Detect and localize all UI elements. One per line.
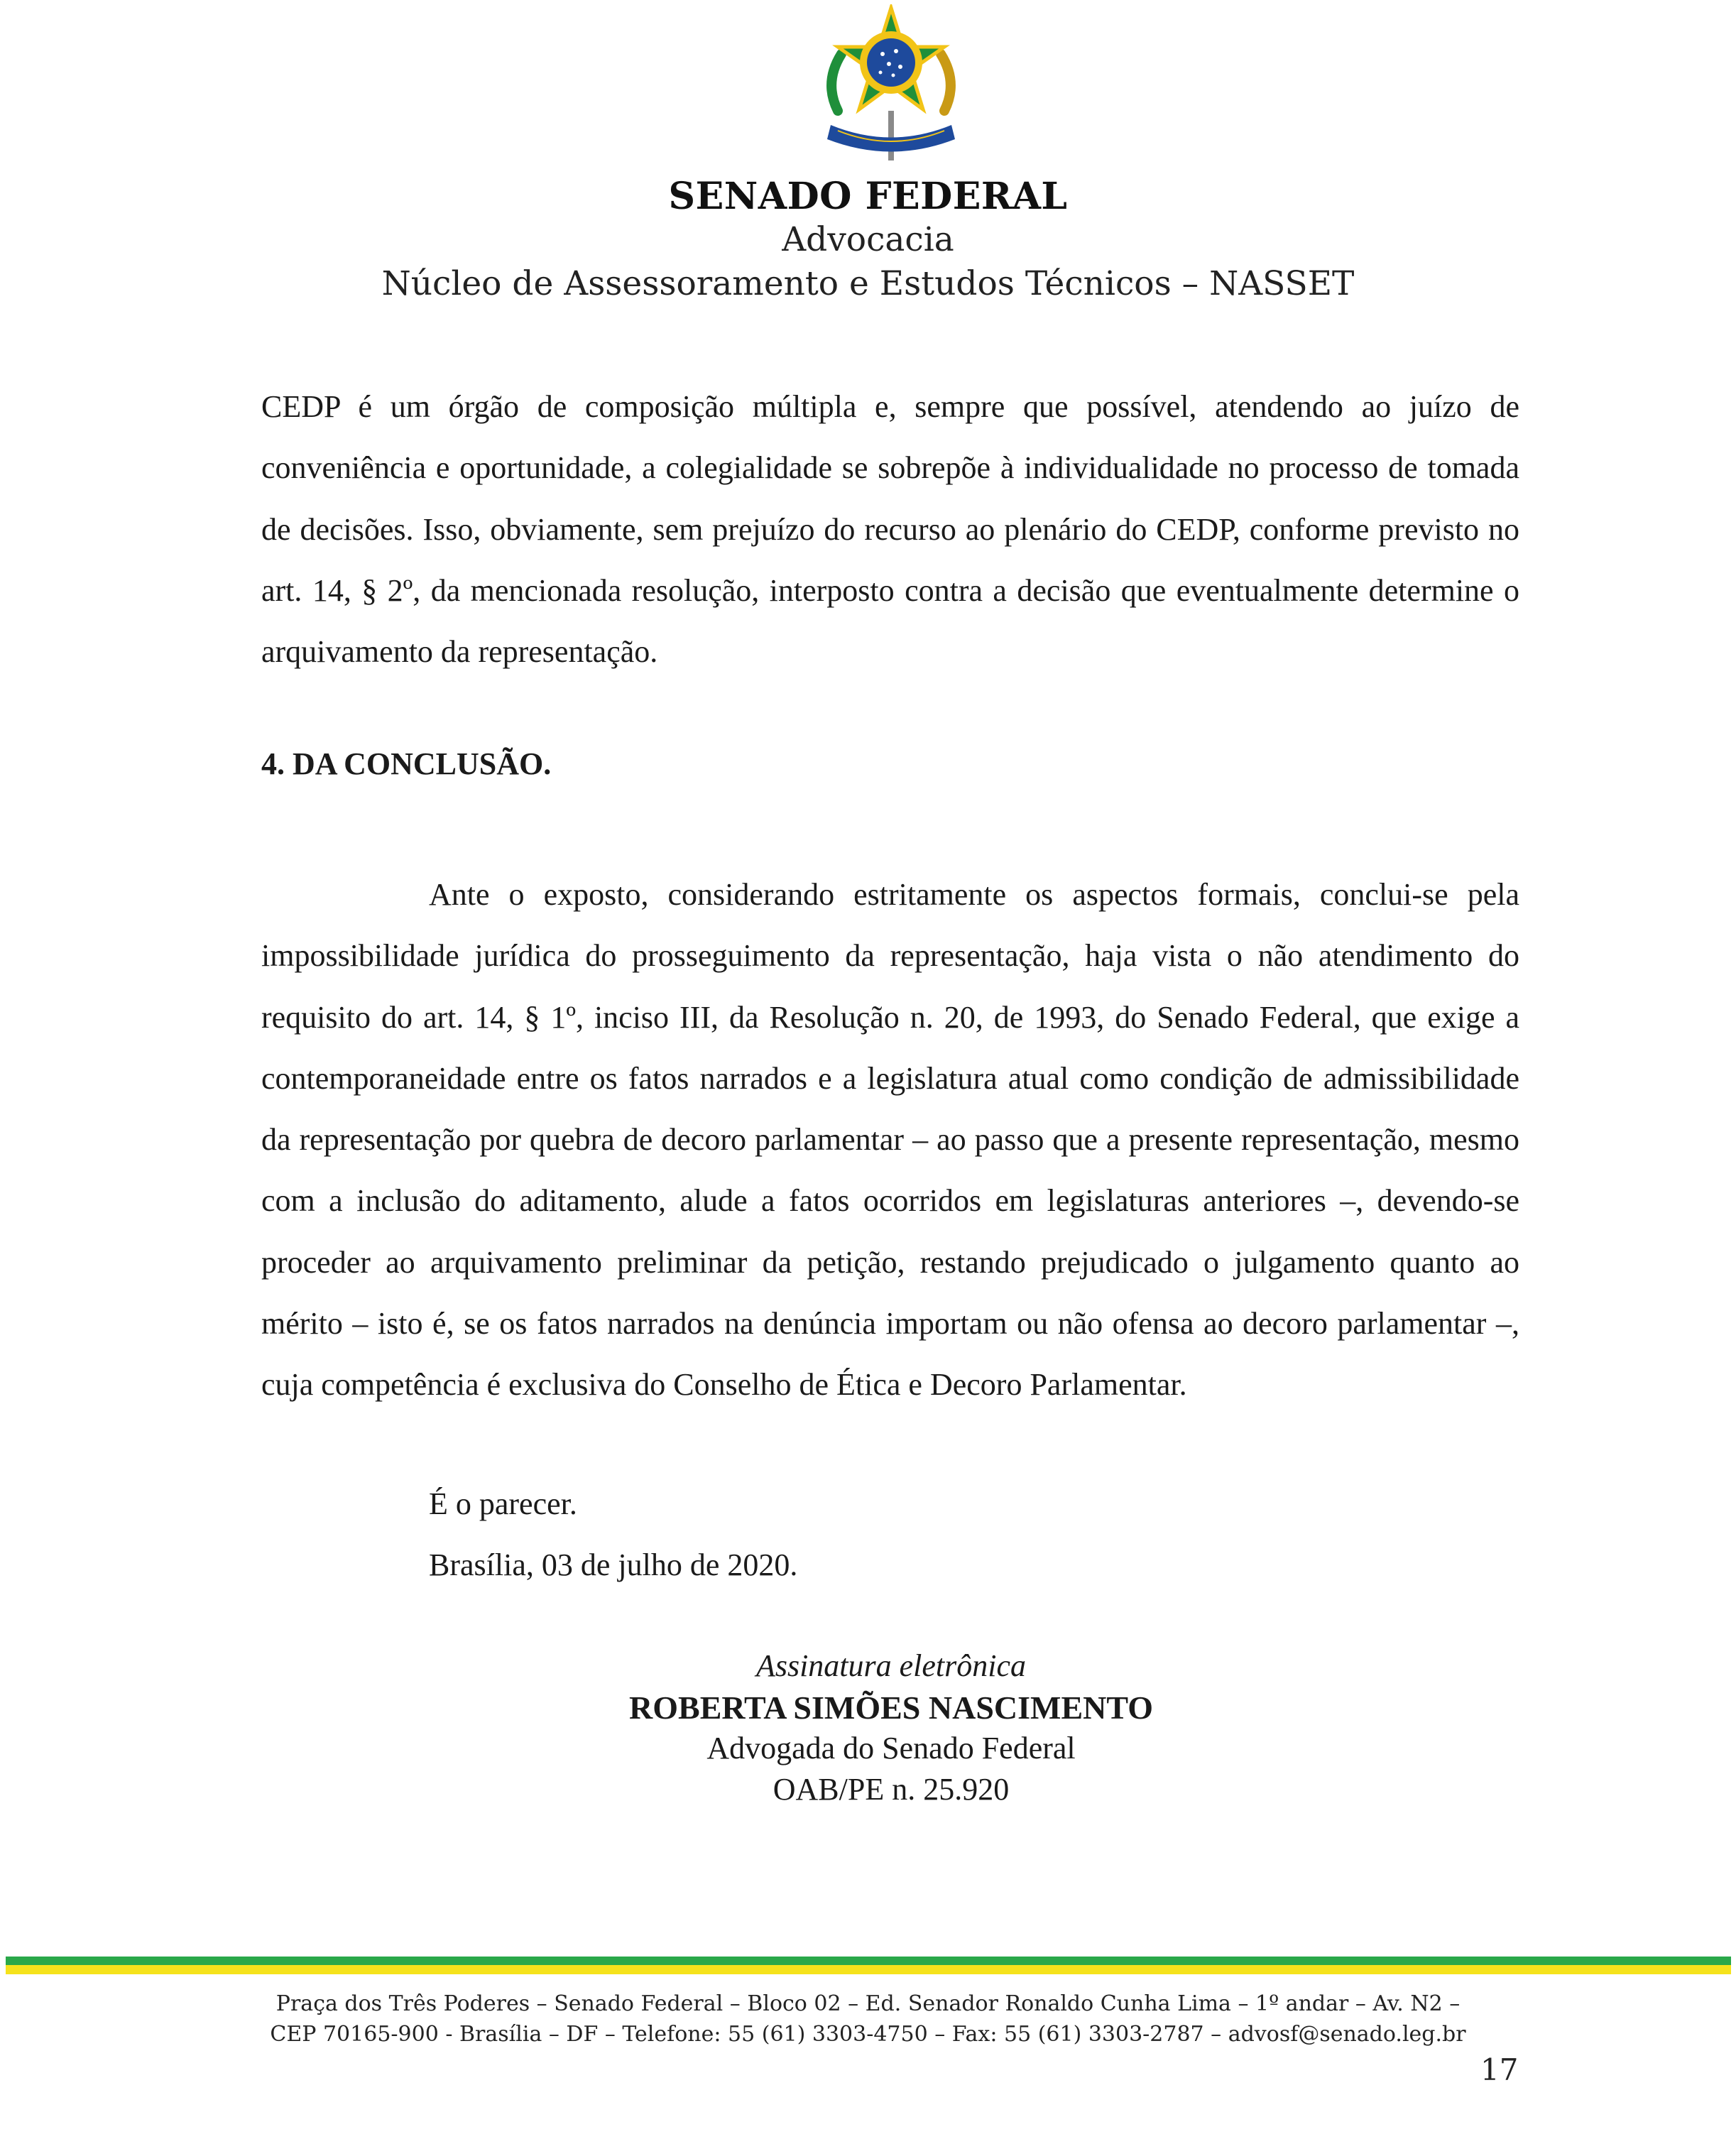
header-unit: Núcleo de Assessoramento e Estudos Técnicos – NASSET bbox=[381, 264, 1355, 303]
place-and-date: Brasília, 03 de julho de 2020. bbox=[429, 1547, 798, 1582]
signer-registration: OAB/PE n. 25.920 bbox=[773, 1772, 1010, 1807]
brazil-coat-of-arms-icon bbox=[809, 4, 973, 168]
header-department: Advocacia bbox=[782, 220, 954, 259]
header-institution: SENADO FEDERAL bbox=[668, 175, 1068, 218]
signer-role: Advogada do Senado Federal bbox=[706, 1731, 1076, 1765]
footer-stripe-yellow bbox=[6, 1965, 1731, 1974]
body-paragraph-2: Ante o exposto, considerando estritamente os aspectos formais, conclui-se pela impossibilidade jurídica do prosseguimento da representação, haja vista o não atendimento do requisito do art. 14, § 1º, inciso III, da Resolução n. 20, de 1993, do Senado Federal, que exige a contemporaneidade entre os fatos narrados e a legislatura atual como condição de admissibilidade da representação por quebra de decoro parlamentar – ao passo que a presente representação, mesmo com a inclusão do aditamento, alude a fatos ocorridos em legislaturas anteriores –, devendo-se proceder ao arquivamento preliminar da petição, restando prejudicado o julgamento quanto ao mérito – isto é, se os fatos narrados na denúncia importam ou não ofensa ao decoro parlamentar –, cuja competência é exclusiva do Conselho de Ética e Decoro Parlamentar. bbox=[261, 877, 1519, 1403]
body-paragraph-1: CEDP é um órgão de composição múltipla e, sempre que possível, atendendo ao juízo de conveniência e oportunidade, a colegialidade se sobrepõe à individualidade no processo de tomada de decisões. Isso, obviamente, sem prejuízo do recurso ao plenário do CEDP, conforme previsto no art. 14, § 2º, da mencionada resolução, interposto contra a decisão que eventualmente determine o arquivamento da representação. bbox=[261, 389, 1519, 670]
signer-name: ROBERTA SIMÕES NASCIMENTO bbox=[629, 1689, 1153, 1726]
footer-stripe-green bbox=[6, 1957, 1731, 1965]
signature-note: Assinatura eletrônica bbox=[755, 1648, 1027, 1683]
closing-statement: É o parecer. bbox=[429, 1486, 577, 1521]
page-number: 17 bbox=[1480, 2052, 1519, 2087]
footer-address-line-1: Praça dos Três Poderes – Senado Federal – Bloco 02 – Ed. Senador Ronaldo Cunha Lima – 1º andar – Av. N2 – bbox=[275, 1991, 1461, 2016]
footer-address-line-2: CEP 70165-900 - Brasília – DF – Telefone: 55 (61) 3303-4750 – Fax: 55 (61) 3303-2787 – advosf@senado.leg.br bbox=[270, 2022, 1466, 2047]
section-heading: 4. DA CONCLUSÃO. bbox=[261, 746, 552, 781]
